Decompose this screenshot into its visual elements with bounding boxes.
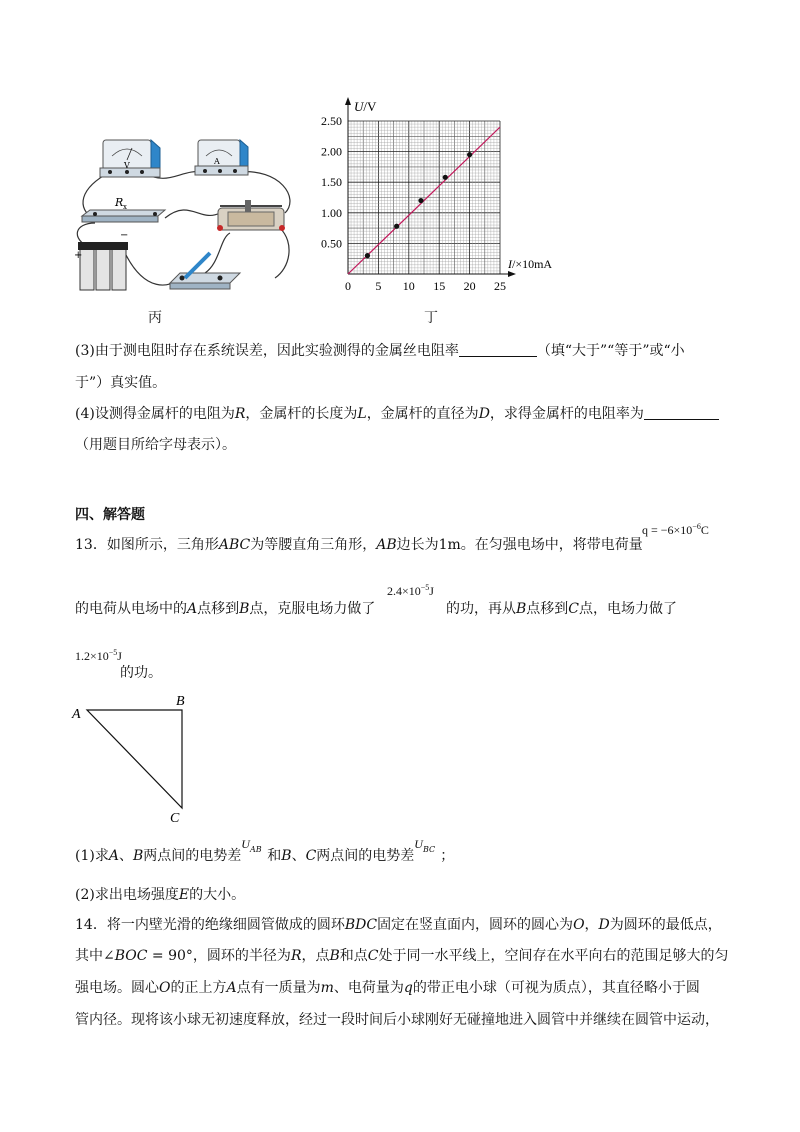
ammeter-icon — [195, 140, 248, 175]
voltmeter-label: V — [124, 161, 130, 170]
figure-c-caption: 丙 — [148, 310, 162, 326]
q14-line3: 强电场。圆心O的正上方A点有一质量为m、电荷量为q的带正电小球（可视为质点），其直径略小于圆 — [75, 980, 700, 996]
resistor-icon — [82, 210, 165, 222]
q13-work2-formula: $1.2\times 10^{-5}J$ — [75, 648, 122, 663]
q13-work1-formula: $2.4\times 10^{-5}J$ — [387, 583, 434, 598]
q3-line2: 于”）真实值。 — [75, 375, 167, 391]
y-axis-title: U/V — [354, 99, 377, 114]
q4-answer-blank[interactable] — [644, 405, 719, 420]
ammeter-label: A — [214, 157, 220, 166]
section-heading: 四、解答题 — [75, 507, 145, 523]
battery-minus: − — [120, 230, 129, 241]
q4-line2: （用题目所给字母表示）。 — [75, 437, 236, 453]
y-tick-label: 2.50 — [321, 114, 342, 128]
x-tick-label: 0 — [345, 279, 351, 293]
switch-icon — [170, 253, 240, 289]
q14-line2: 其中∠BOC = 90°，圆环的半径为R，点B和点C处于同一水平线上，空间存在水平向右的范围足够大的匀 — [75, 948, 729, 964]
data-point — [394, 224, 399, 229]
x-tick-label: 20 — [463, 279, 476, 293]
resistor-subscript: x — [123, 203, 127, 211]
circuit-figure — [70, 128, 300, 303]
data-point — [418, 198, 423, 203]
resistor-label: R — [115, 196, 124, 209]
x-tick-label: 25 — [494, 279, 506, 293]
x-axis-title: I/×10mA — [508, 257, 553, 271]
q14-line4: 管内径。现将该小球无初速度释放，经过一段时间后小球刚好无碰撞地进入圆管中并继续在圆管中运动， — [75, 1012, 719, 1028]
y-tick-label: 1.50 — [321, 175, 342, 190]
q13-line3-end: 的功。 — [120, 665, 162, 681]
x-axis-arrow — [508, 271, 516, 277]
battery-plus: + — [74, 250, 83, 261]
data-point — [443, 175, 448, 180]
triangle-abc-diagram — [70, 690, 200, 825]
y-tick-label: 1.00 — [321, 205, 342, 220]
y-tick-label: 0.50 — [321, 236, 342, 251]
q3-answer-blank[interactable] — [459, 342, 537, 357]
q13-line1: 13．如图所示，三角形ABC为等腰直角三角形，AB边长为1m。在匀强电场中，将带电荷量 — [75, 537, 643, 553]
q14-line1: 14．将一内壁光滑的绝缘细圆管做成的圆环BDC固定在竖直面内，圆环的圆心为O，D为圆环的最低点， — [75, 917, 722, 933]
x-tick-label: 15 — [433, 279, 446, 293]
q4-line1: (4)设测得金属杆的电阻为R，金属杆的长度为L，金属杆的直径为D，求得金属杆的电阻率为 — [75, 403, 719, 423]
q13-charge-formula: $q = -6\times 10^{-6}C$ — [642, 522, 709, 537]
y-axis-arrow — [345, 97, 351, 105]
voltmeter-icon — [100, 140, 160, 177]
vertex-b-label: B — [176, 694, 185, 709]
battery-icon — [78, 242, 128, 290]
q13-line2: 的电荷从电场中的A点移到B点，克服电场力做了 — [75, 601, 376, 617]
data-point — [365, 253, 370, 258]
u-i-graph — [300, 90, 600, 300]
q3-line1: (3)由于测电阻时存在系统误差，因此实验测得的金属丝电阻率 （填“大于”“等于”或“小 — [75, 343, 685, 359]
y-tick-label: 2.00 — [321, 144, 342, 159]
rheostat-icon — [217, 200, 285, 231]
q13-part2: (2)求出电场强度E的大小。 — [75, 887, 246, 903]
x-tick-label: 5 — [375, 279, 382, 293]
vertex-a-label: A — [72, 707, 81, 722]
x-tick-label: 10 — [402, 279, 415, 293]
figure-d-caption: 丁 — [424, 310, 438, 326]
vertex-c-label: C — [170, 811, 180, 825]
data-point — [467, 152, 472, 157]
q13-part1: (1)求A、B两点间的电势差$U_{AB}$ 和B、C两点间的电势差$U_{BC}$ ； — [75, 837, 455, 864]
q13-line2-end: 的功，再从B点移到C点，电场力做了 — [446, 601, 678, 617]
